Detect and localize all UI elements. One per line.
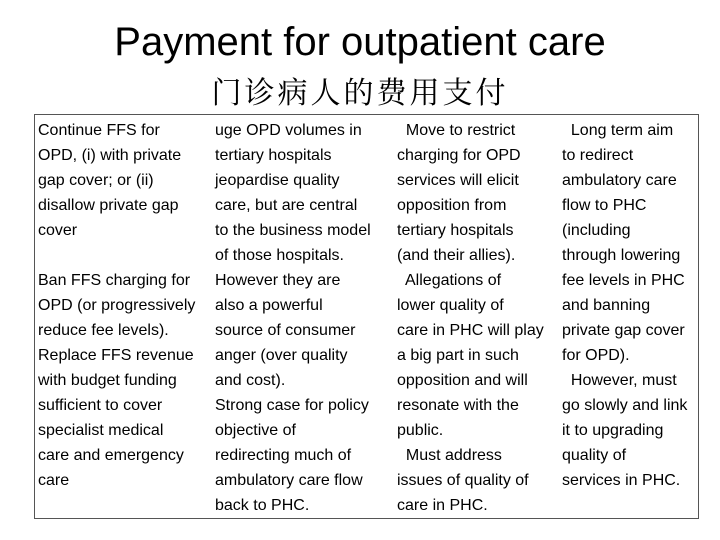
rationale-line: tertiary hospitals	[215, 147, 332, 164]
option1-line: gap cover; or (ii)	[38, 172, 154, 189]
slide-title: Payment for outpatient care	[114, 20, 606, 64]
recommendation-line: go slowly and link	[562, 397, 688, 414]
rationale-line: to the business model	[215, 222, 371, 239]
option2-line: care	[38, 472, 70, 489]
option1-line: disallow private gap	[38, 197, 179, 214]
risks-line: charging for OPD	[397, 147, 521, 164]
rationale-line: ambulatory care flow	[215, 472, 363, 489]
risks-line: opposition from	[397, 197, 507, 214]
risks-line: resonate with the	[397, 397, 519, 414]
rationale-line: Strong case for policy	[215, 397, 369, 414]
risks-line: a big part in such	[397, 347, 519, 364]
risks-line: Move to restrict	[397, 122, 516, 139]
recommendation-line: However, must	[562, 372, 677, 389]
column-options	[38, 118, 195, 493]
rationale-line: However they are	[215, 272, 341, 289]
risks-line: care in PHC.	[397, 497, 488, 514]
recommendation-line: to redirect	[562, 147, 634, 164]
column-recommendation	[562, 118, 687, 493]
rationale-line: source of consumer	[215, 322, 356, 339]
recommendation-line: (including	[562, 222, 631, 239]
option2-line: OPD (or progressively	[38, 297, 196, 314]
rationale-line: anger (over quality	[215, 347, 348, 364]
risks-line: issues of quality of	[397, 472, 529, 489]
recommendation-line: ambulatory care	[562, 172, 677, 189]
option2-line: sufficient to cover	[38, 397, 163, 414]
rationale-line: uge OPD volumes in	[215, 122, 362, 139]
recommendation-line: quality of	[562, 447, 627, 464]
option2-line: with budget funding	[38, 372, 177, 389]
rationale-line: of those hospitals.	[215, 247, 344, 264]
recommendation-line: through lowering	[562, 247, 681, 264]
rationale-line: care, but are central	[215, 197, 358, 214]
rationale-line: also a powerful	[215, 297, 323, 314]
option2-line: care and emergency	[38, 447, 184, 464]
option2-line: specialist medical	[38, 422, 164, 439]
risks-line: opposition and will	[397, 372, 528, 389]
rationale-line: back to PHC.	[215, 497, 310, 514]
option2-line: Ban FFS charging for	[38, 272, 191, 289]
risks-line: services will elicit	[397, 172, 519, 189]
rationale-line: redirecting much of	[215, 447, 352, 464]
slide-subtitle-chinese: 门诊病人的费用支付	[211, 76, 509, 111]
risks-line: lower quality of	[397, 297, 504, 314]
rationale-line: jeopardise quality	[215, 172, 340, 189]
risks-line: public.	[397, 422, 444, 439]
risks-line: (and their allies).	[397, 247, 516, 264]
option1-line: cover	[38, 222, 78, 239]
option1-line: Continue FFS for	[38, 122, 160, 139]
option2-line: reduce fee levels).	[38, 322, 169, 339]
rationale-line: and cost).	[215, 372, 286, 389]
rationale-line: objective of	[215, 422, 296, 439]
recommendation-line: services in PHC.	[562, 472, 681, 489]
recommendation-line: Long term aim	[562, 122, 674, 139]
risks-line: Must address	[397, 447, 502, 464]
recommendation-line: private gap cover	[562, 322, 685, 339]
recommendation-line: and banning	[562, 297, 651, 314]
column-risks	[397, 118, 544, 518]
risks-line: Allegations of	[397, 272, 502, 289]
risks-line: care in PHC will play	[397, 322, 544, 339]
option2-line: Replace FFS revenue	[38, 347, 194, 364]
spacer	[38, 243, 195, 268]
recommendation-line: flow to PHC	[562, 197, 647, 214]
option1-line: OPD, (i) with private	[38, 147, 182, 164]
column-rationale	[215, 118, 371, 518]
risks-line: tertiary hospitals	[397, 222, 514, 239]
recommendation-line: for OPD).	[562, 347, 630, 364]
recommendation-line: fee levels in PHC	[562, 272, 685, 289]
recommendation-line: it to upgrading	[562, 422, 664, 439]
